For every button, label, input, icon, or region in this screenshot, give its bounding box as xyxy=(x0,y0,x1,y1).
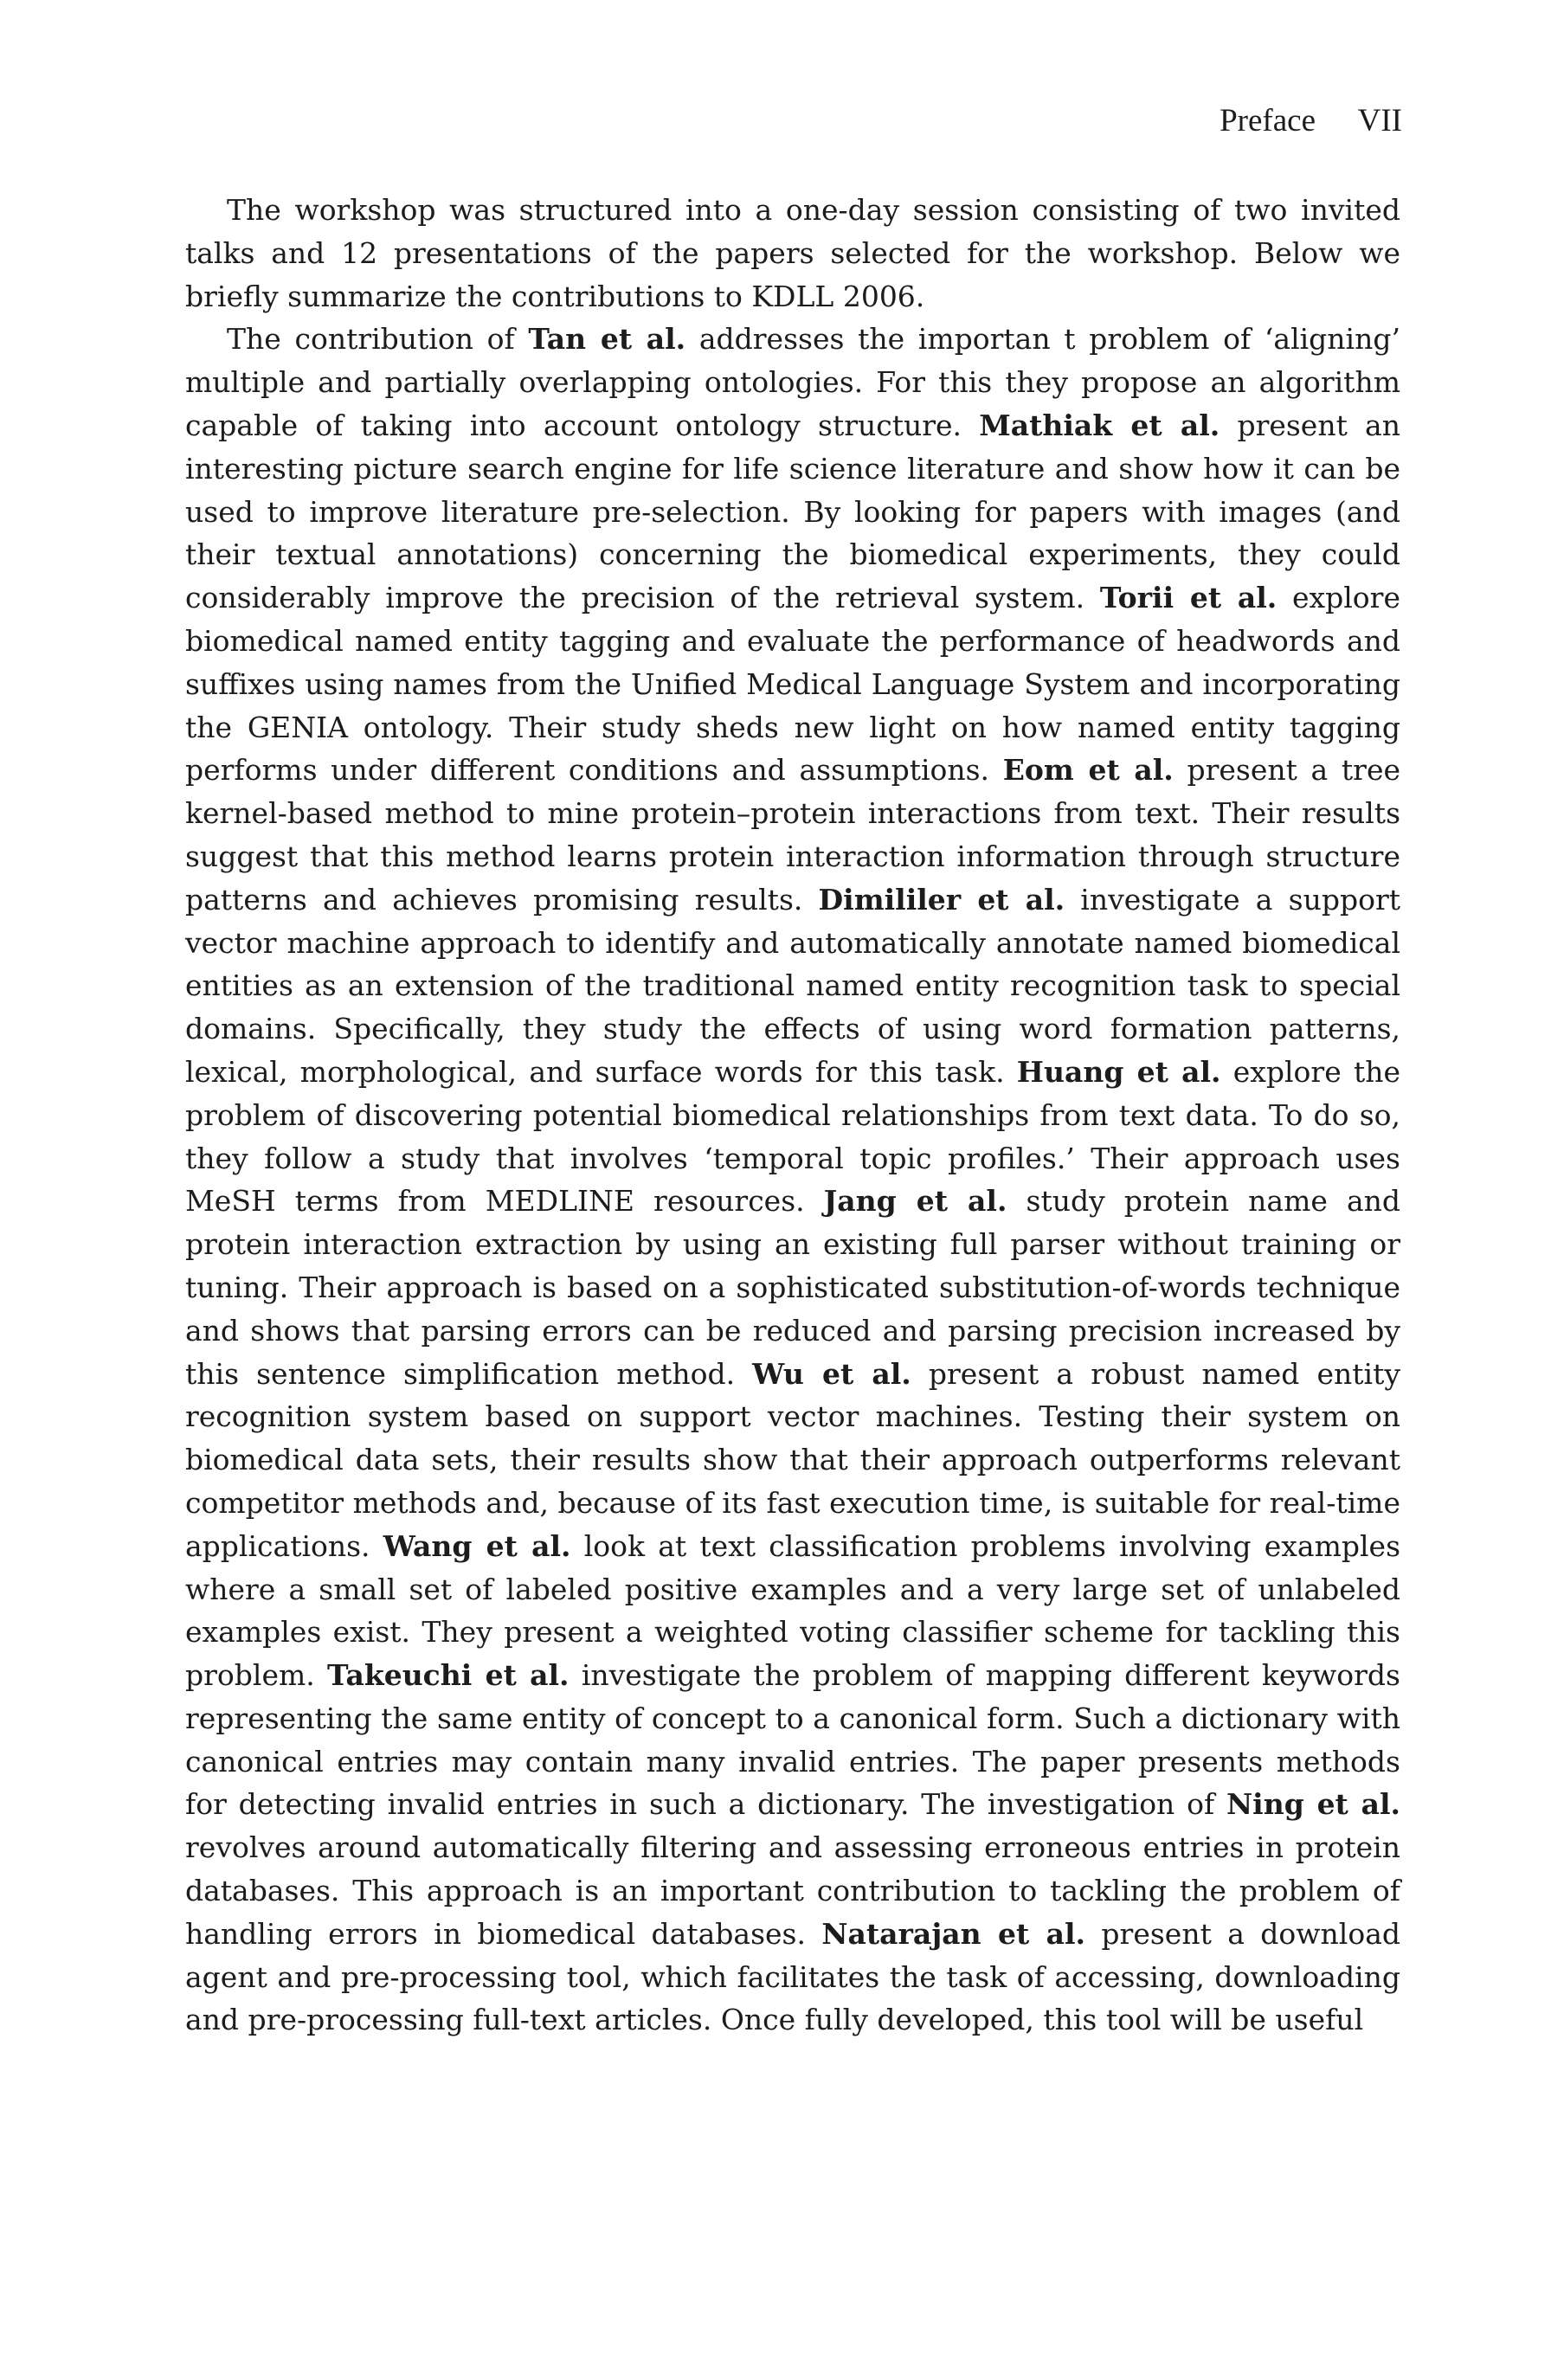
text-run: The workshop was structured into a one-day session consisting of two invited talks and 12 presentations of the papers selected for the workshop. Below we briefly summarize the contributions to KDLL 2006. xyxy=(185,193,1400,313)
running-head xyxy=(1220,100,1402,142)
text-run: look at text classification problems involving examples where a small set of labeled positive examples and a very large set of unlabeled examples exist. They present a weighted voting classifier scheme for tackling this problem. xyxy=(185,1528,1400,1693)
text-run: study protein name and protein interaction extraction by using an existing full parser without training or tuning. Their approach is based on a sophisticated substitution-of-words technique and shows that parsing errors can be reduced and parsing precision increased by this sentence simplification method. xyxy=(185,1184,1401,1391)
page-number: VII xyxy=(1357,103,1402,138)
author-name: Torii et al. xyxy=(1099,581,1277,615)
text-run: explore the problem of discovering potential biomedical relationships from text data. To do so, they follow a study that involves ‘temporal topic profiles.’ Their approach uses MeSH terms from MEDLINE resources. xyxy=(185,1054,1400,1219)
text-run: present a download agent and pre-processing tool, which facilitates the task of accessing, downloading and pre-processing full-text articles. Once fully developed, this tool will be useful xyxy=(185,1916,1400,2037)
author-name: Wang et al. xyxy=(383,1528,571,1563)
author-name: Natarajan et al. xyxy=(821,1916,1086,1951)
body-text xyxy=(185,189,1400,2042)
author-name: Wu et al. xyxy=(752,1356,911,1391)
author-name: Ning et al. xyxy=(1226,1787,1401,1822)
text-run: present a robust named entity recognition system based on support vector machines. Testing their system on biomedical data sets, their results show that their approach outperforms relevant competitor methods and, because of its fast execution time, is suitable for real-time applications. xyxy=(185,1356,1401,1563)
author-name: Dimililer et al. xyxy=(818,882,1065,917)
author-name: Takeuchi et al. xyxy=(327,1658,570,1693)
author-name: Mathiak et al. xyxy=(979,408,1220,442)
author-name: Tan et al. xyxy=(528,322,686,357)
text-run: The contribution of xyxy=(227,322,529,357)
running-head-title: Preface xyxy=(1220,103,1316,138)
text-run: explore biomedical named entity tagging and evaluate the performance of headwords and suffixes using names from the Unified Medical Language System and incorporating the GENIA ontology. Their study sheds new light on how named entity tagging performs under different conditions and assumptions. xyxy=(185,581,1400,788)
text-run: addresses the importan t problem of ‘aligning’ multiple and partially overlapping ontologies. For this they propose an algorithm capable of taking into account ontology structure. xyxy=(185,322,1400,442)
text-run: present an interesting picture search engine for life science literature and show how it can be used to improve literature pre-selection. By looking for papers with images (and their textual annotations) concerning the biomedical experiments, they could considerably improve the precision of the retrieval system. xyxy=(185,408,1400,615)
paragraph-contributions xyxy=(185,318,1400,2042)
text-run: investigate the problem of mapping different keywords representing the same entity of concept to a canonical form. Such a dictionary with canonical entries may contain many invalid entries. The paper presents methods for detecting invalid entries in such a dictionary. The investigation of xyxy=(185,1658,1400,1822)
text-run: revolves around automatically filtering and assessing erroneous entries in protein databases. This approach is an important contribution to tackling the problem of handling errors in biomedical databases. xyxy=(185,1830,1400,1951)
text-run: investigate a support vector machine approach to identify and automatically annotate named biomedical entities as an extension of the traditional named entity recognition task to special domains. Specifically, they study the effects of using word formation patterns, lexical, morphological, and surface words for this task. xyxy=(185,882,1400,1089)
author-name: Huang et al. xyxy=(1016,1054,1221,1089)
author-name: Eom et al. xyxy=(1002,753,1174,788)
text-run: present a tree kernel-based method to mine protein–protein interactions from text. Their results suggest that this method learns protein interaction information through structure patterns and achieves promising results. xyxy=(185,753,1400,917)
author-name: Jang et al. xyxy=(823,1184,1007,1219)
paragraph-intro xyxy=(185,189,1400,318)
